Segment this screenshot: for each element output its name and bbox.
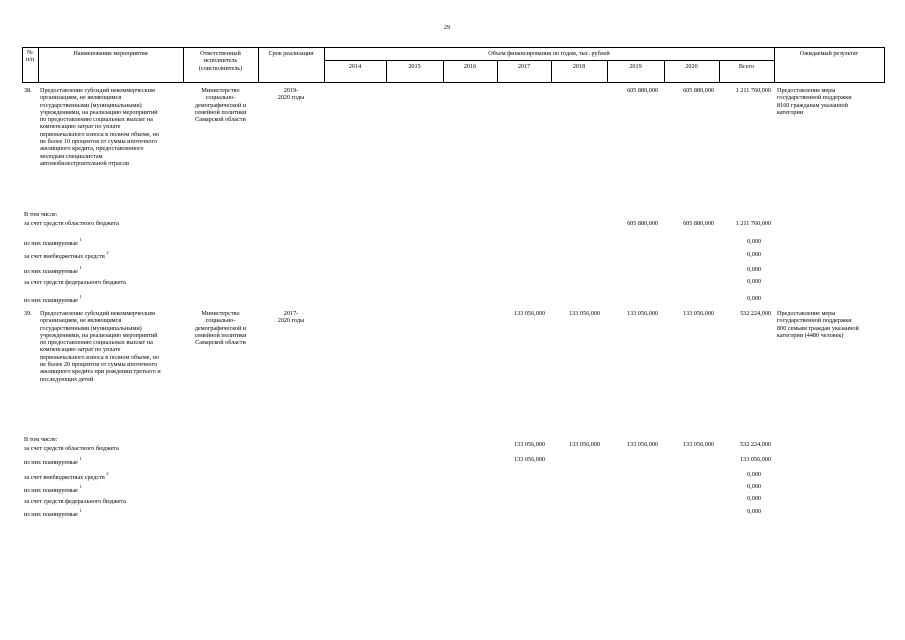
sub-value-total: 0,000 bbox=[747, 471, 761, 478]
year-2016: 2016 bbox=[463, 63, 477, 70]
sub-value-total: 0,000 bbox=[747, 508, 761, 515]
year-2015: 2015 bbox=[408, 63, 421, 70]
sub-label: за счет средств федерального бюджета bbox=[24, 498, 126, 505]
sub-value-total: 0,000 bbox=[747, 251, 761, 258]
sub-value-total: 0,000 bbox=[747, 266, 761, 273]
sub-value-total: 133 056,000 bbox=[740, 456, 771, 463]
sub-value-total: 0,000 bbox=[747, 495, 761, 502]
sub-value-total: 0,000 bbox=[747, 278, 761, 285]
sub-value-total: 0,000 bbox=[747, 238, 761, 245]
sub-value-2020: 133 056,000 bbox=[683, 441, 714, 448]
item-value-total: 532 224,000 bbox=[740, 310, 771, 317]
sub-label: из них планируемые $^1$ bbox=[24, 484, 82, 494]
item-number: 39. bbox=[24, 310, 32, 317]
item-period: 2019- 2020 годы bbox=[277, 87, 305, 102]
item-result: Предоставление меры государственной поддержки 8160 гражданам указанной категории bbox=[777, 87, 852, 116]
sub-label: за счет внебюджетных средств $^2$ bbox=[24, 471, 109, 481]
item-responsible: Министерство социально- демографической и семейной политики Самарской области bbox=[194, 87, 247, 124]
item-name: Предоставление субсидий некоммерческим организациям, не являющимся государственными (муниципальными) учреждениями, на реализацию мероприятий по предоставлению социальных выплат на компенсацию затрат по уплате первоначального взноса в полном объеме, но не более 10 процентов от суммы ипотечного жилищного кредита, предоставленного молодым специалистам автомобилестроительной отрасли bbox=[40, 87, 160, 167]
sub-label: за счет средств федерального бюджета bbox=[24, 279, 126, 286]
item-value-total: 1 211 760,000 bbox=[735, 87, 771, 94]
item-result: Предоставление меры государственной поддержки 800 семьям граждан указанной категории (4480 человек) bbox=[777, 310, 859, 339]
sub-value-2019: 133 056,000 bbox=[627, 441, 658, 448]
sub-label: из них планируемые $^1$ bbox=[24, 508, 82, 518]
year-2018: 2018 bbox=[572, 63, 586, 70]
item-number: 38. bbox=[24, 87, 32, 94]
sub-label: за счет средств областного бюджета bbox=[24, 445, 119, 452]
item-value-2020: 133 056,000 bbox=[683, 310, 714, 317]
page-number: 29 bbox=[443, 24, 451, 31]
including-label: В том числе: bbox=[24, 436, 58, 443]
header-funding: Объем финансирования по годам, тыс. рублей bbox=[488, 50, 610, 57]
sub-label: из них планируемые $^1$ bbox=[24, 294, 82, 304]
item-value-2020: 605 880,000 bbox=[683, 87, 714, 94]
sub-value-total: 532 224,000 bbox=[740, 441, 771, 448]
item-responsible: Министерство социально- демографической и семейной политики Самарской области bbox=[194, 310, 247, 347]
sub-value-2017: 133 056,000 bbox=[514, 456, 545, 463]
year-2019: 2019 bbox=[629, 63, 642, 70]
sub-value-2018: 133 056,000 bbox=[569, 441, 600, 448]
item-value-2017: 133 056,000 bbox=[514, 310, 545, 317]
item-value-2019: 605 880,000 bbox=[627, 87, 658, 94]
sub-label: из них планируемые $^1$ bbox=[24, 456, 82, 466]
sub-label: за счет внебюджетных средств $^2$ bbox=[24, 250, 109, 260]
sub-label: за счет средств областного бюджета bbox=[24, 220, 119, 227]
sub-value-total: 0,000 bbox=[747, 295, 761, 302]
header-period: Срок реализации bbox=[268, 50, 314, 57]
header-num: № п/п bbox=[25, 49, 35, 64]
header-responsible: Ответственный исполнитель (соисполнитель) bbox=[198, 50, 243, 72]
sub-label: из них планируемые $^1$ bbox=[24, 237, 82, 247]
item-period: 2017- 2020 годы bbox=[277, 310, 305, 325]
year-2020: 2020 bbox=[685, 63, 698, 70]
item-value-2018: 133 056,000 bbox=[569, 310, 600, 317]
year-2017: 2017 bbox=[517, 63, 531, 70]
year-total: Всего bbox=[738, 63, 755, 70]
header-name: Наименование мероприятия bbox=[73, 50, 148, 57]
sub-value-2020: 605 880,000 bbox=[683, 220, 714, 227]
sub-value-2019: 605 880,000 bbox=[627, 220, 658, 227]
sub-label: из них планируемые $^1$ bbox=[24, 265, 82, 275]
including-label: В том числе: bbox=[24, 211, 58, 218]
item-name: Предоставление субсидий некоммерческим организациям, не являющимся государственными (муниципальными) учреждениями, на реализацию мероприятий по предоставлению социальных выплат на компенсацию затрат по уплате первоначального взноса в полном объеме, но не более 20 процентов от суммы ипотечного жилищного кредита при рождении третьего и последующих детей bbox=[40, 310, 161, 383]
sub-value-total: 0,000 bbox=[747, 483, 761, 490]
item-value-2019: 133 056,000 bbox=[627, 310, 658, 317]
year-2014: 2014 bbox=[348, 63, 362, 70]
sub-value-total: 1 211 760,000 bbox=[735, 220, 771, 227]
header-result: Ожидаемый результат bbox=[799, 50, 859, 57]
sub-value-2017: 133 056,000 bbox=[514, 441, 545, 448]
